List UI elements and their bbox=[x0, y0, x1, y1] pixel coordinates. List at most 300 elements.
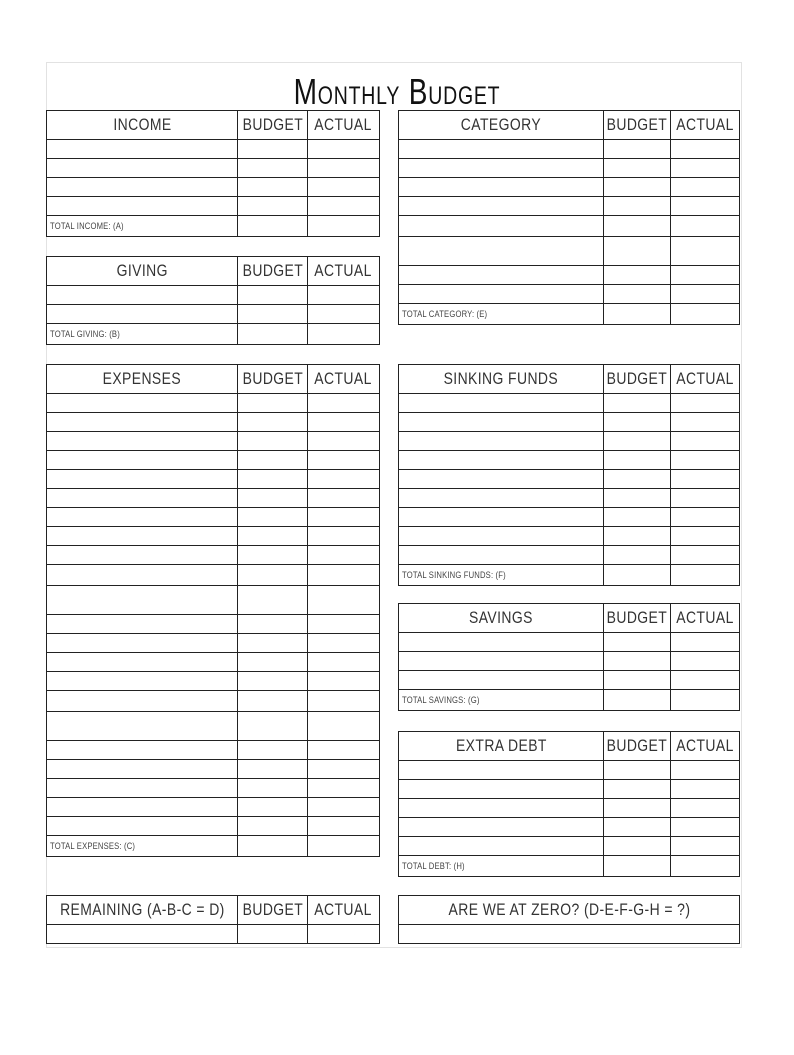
expenses-actual-field[interactable] bbox=[308, 508, 379, 526]
income-budget-heading-text: BUDGET bbox=[242, 115, 303, 134]
table-row bbox=[47, 741, 379, 760]
expenses-item-field[interactable] bbox=[47, 798, 238, 816]
savings-total-label bbox=[399, 690, 604, 710]
table-row bbox=[399, 652, 739, 671]
savings-budget-field[interactable] bbox=[604, 652, 671, 670]
income-heading bbox=[47, 111, 238, 139]
savings-actual-heading-text: ACTUAL bbox=[676, 608, 734, 627]
category-total-actual-field[interactable] bbox=[671, 304, 739, 324]
debt-budget-heading bbox=[604, 732, 671, 760]
expenses-budget-field[interactable] bbox=[238, 653, 308, 671]
expenses-item-field[interactable] bbox=[47, 451, 238, 469]
sinking-item-field[interactable] bbox=[399, 527, 604, 545]
savings-actual-field[interactable] bbox=[671, 633, 739, 651]
sinking-item-field[interactable] bbox=[399, 413, 604, 431]
table-row bbox=[47, 305, 379, 324]
sinking-actual-field[interactable] bbox=[671, 527, 739, 545]
expenses-item-field[interactable] bbox=[47, 615, 238, 633]
expenses-actual-field[interactable] bbox=[308, 615, 379, 633]
savings-total-row bbox=[399, 690, 739, 711]
giving-item-field[interactable] bbox=[47, 305, 238, 323]
sinking-heading-text: SINKING FUNDS bbox=[443, 369, 559, 388]
sinking-funds-table bbox=[398, 364, 740, 586]
income-budget-heading bbox=[238, 111, 308, 139]
table-row bbox=[47, 140, 379, 159]
expenses-budget-field[interactable] bbox=[238, 527, 308, 545]
sinking-budget-field[interactable] bbox=[604, 451, 671, 469]
expenses-budget-heading-text: BUDGET bbox=[242, 369, 303, 388]
debt-item-field[interactable] bbox=[399, 837, 604, 855]
giving-budget-field[interactable] bbox=[238, 286, 308, 304]
page-title: Monthly Budget bbox=[293, 71, 501, 112]
category-actual-field[interactable] bbox=[671, 216, 739, 236]
table-row bbox=[47, 178, 379, 197]
savings-item-field[interactable] bbox=[399, 633, 604, 651]
income-total-actual-field[interactable] bbox=[308, 216, 379, 236]
category-header-row bbox=[399, 111, 739, 140]
giving-actual-heading bbox=[308, 257, 379, 285]
expenses-budget-heading bbox=[238, 365, 308, 393]
expenses-actual-field[interactable] bbox=[308, 489, 379, 507]
income-total-label-text: TOTAL INCOME: (A) bbox=[50, 221, 124, 231]
sinking-actual-field[interactable] bbox=[671, 413, 739, 431]
table-row bbox=[399, 237, 739, 266]
giving-heading bbox=[47, 257, 238, 285]
table-row bbox=[47, 508, 379, 527]
expenses-actual-field[interactable] bbox=[308, 413, 379, 431]
debt-actual-field[interactable] bbox=[671, 837, 739, 855]
sinking-total-label-text: TOTAL SINKING FUNDS: (F) bbox=[402, 570, 506, 580]
table-row bbox=[399, 671, 739, 690]
sinking-budget-field[interactable] bbox=[604, 432, 671, 450]
remaining-budget-heading-text: BUDGET bbox=[242, 900, 303, 919]
giving-budget-heading bbox=[238, 257, 308, 285]
expenses-budget-field[interactable] bbox=[238, 817, 308, 835]
category-budget-field[interactable] bbox=[604, 178, 671, 196]
sinking-actual-field[interactable] bbox=[671, 394, 739, 412]
savings-budget-field[interactable] bbox=[604, 633, 671, 651]
giving-total-label-text: TOTAL GIVING: (B) bbox=[50, 329, 120, 339]
expenses-budget-field[interactable] bbox=[238, 546, 308, 564]
table-row bbox=[47, 197, 379, 216]
expenses-budget-field[interactable] bbox=[238, 779, 308, 797]
debt-budget-field[interactable] bbox=[604, 799, 671, 817]
sinking-heading bbox=[399, 365, 604, 393]
debt-item-field[interactable] bbox=[399, 799, 604, 817]
category-total-budget-field[interactable] bbox=[604, 304, 671, 324]
sinking-actual-field[interactable] bbox=[671, 508, 739, 526]
giving-heading-text: GIVING bbox=[116, 261, 168, 280]
expenses-budget-field[interactable] bbox=[238, 489, 308, 507]
expenses-item-field[interactable] bbox=[47, 779, 238, 797]
expenses-total-row bbox=[47, 836, 379, 857]
savings-budget-heading bbox=[604, 604, 671, 632]
income-actual-field[interactable] bbox=[308, 197, 379, 215]
expenses-actual-field[interactable] bbox=[308, 779, 379, 797]
savings-total-actual-field[interactable] bbox=[671, 690, 739, 710]
category-budget-heading bbox=[604, 111, 671, 139]
expenses-actual-heading bbox=[308, 365, 379, 393]
table-row bbox=[47, 470, 379, 489]
table-row bbox=[47, 653, 379, 672]
category-actual-field[interactable] bbox=[671, 266, 739, 284]
expenses-budget-field[interactable] bbox=[238, 508, 308, 526]
debt-item-field[interactable] bbox=[399, 818, 604, 836]
sinking-budget-field[interactable] bbox=[604, 527, 671, 545]
expenses-total-budget-field[interactable] bbox=[238, 836, 308, 856]
sinking-total-row bbox=[399, 565, 739, 586]
table-row bbox=[47, 634, 379, 653]
income-item-field[interactable] bbox=[47, 159, 238, 177]
debt-budget-field[interactable] bbox=[604, 761, 671, 779]
sinking-total-budget-field[interactable] bbox=[604, 565, 671, 585]
income-budget-field[interactable] bbox=[238, 140, 308, 158]
category-actual-field[interactable] bbox=[671, 159, 739, 177]
debt-header-row bbox=[399, 732, 739, 761]
expenses-actual-field[interactable] bbox=[308, 653, 379, 671]
savings-total-label-text: TOTAL SAVINGS: (G) bbox=[402, 695, 480, 705]
category-heading-text: CATEGORY bbox=[460, 115, 542, 134]
income-total-label bbox=[47, 216, 238, 236]
giving-item-field[interactable] bbox=[47, 286, 238, 304]
income-actual-field[interactable] bbox=[308, 178, 379, 196]
expenses-actual-field[interactable] bbox=[308, 712, 379, 740]
table-row bbox=[47, 817, 379, 836]
table-row bbox=[47, 712, 379, 741]
table-row bbox=[47, 394, 379, 413]
debt-budget-field[interactable] bbox=[604, 780, 671, 798]
expenses-item-field[interactable] bbox=[47, 565, 238, 585]
income-budget-field[interactable] bbox=[238, 159, 308, 177]
income-actual-field[interactable] bbox=[308, 159, 379, 177]
sinking-budget-field[interactable] bbox=[604, 394, 671, 412]
sinking-item-field[interactable] bbox=[399, 508, 604, 526]
income-item-field[interactable] bbox=[47, 178, 238, 196]
giving-total-budget-field[interactable] bbox=[238, 324, 308, 344]
savings-item-field[interactable] bbox=[399, 671, 604, 689]
remaining-budget-field[interactable] bbox=[238, 925, 308, 943]
expenses-total-actual-field[interactable] bbox=[308, 836, 379, 856]
category-actual-heading bbox=[671, 111, 739, 139]
zero-entry-field[interactable] bbox=[399, 925, 739, 943]
expenses-budget-field[interactable] bbox=[238, 741, 308, 759]
sinking-item-field[interactable] bbox=[399, 546, 604, 564]
remaining-actual-heading bbox=[308, 896, 379, 924]
expenses-item-field[interactable] bbox=[47, 817, 238, 835]
expenses-budget-field[interactable] bbox=[238, 565, 308, 585]
savings-item-field[interactable] bbox=[399, 652, 604, 670]
zero-heading bbox=[399, 896, 739, 924]
table-row bbox=[399, 216, 739, 237]
expenses-budget-field[interactable] bbox=[238, 451, 308, 469]
expenses-item-field[interactable] bbox=[47, 741, 238, 759]
expenses-budget-field[interactable] bbox=[238, 413, 308, 431]
table-row bbox=[47, 672, 379, 691]
category-budget-field[interactable] bbox=[604, 266, 671, 284]
giving-actual-field[interactable] bbox=[308, 286, 379, 304]
expenses-item-field[interactable] bbox=[47, 413, 238, 431]
expenses-actual-field[interactable] bbox=[308, 798, 379, 816]
category-total-label-text: TOTAL CATEGORY: (E) bbox=[402, 309, 488, 319]
category-item-field[interactable] bbox=[399, 266, 604, 284]
expenses-item-field[interactable] bbox=[47, 432, 238, 450]
category-actual-field[interactable] bbox=[671, 197, 739, 215]
table-row bbox=[47, 565, 379, 586]
debt-total-budget-field[interactable] bbox=[604, 856, 671, 876]
expenses-item-field[interactable] bbox=[47, 489, 238, 507]
expenses-budget-field[interactable] bbox=[238, 691, 308, 711]
table-row bbox=[47, 615, 379, 634]
remaining-actual-heading-text: ACTUAL bbox=[314, 900, 373, 919]
table-row bbox=[399, 159, 739, 178]
table-row bbox=[47, 413, 379, 432]
debt-heading-text: EXTRA DEBT bbox=[455, 736, 547, 755]
expenses-budget-field[interactable] bbox=[238, 394, 308, 412]
remaining-heading bbox=[47, 896, 238, 924]
expenses-actual-field[interactable] bbox=[308, 691, 379, 711]
table-row bbox=[47, 586, 379, 615]
savings-actual-field[interactable] bbox=[671, 671, 739, 689]
expenses-actual-field[interactable] bbox=[308, 451, 379, 469]
table-row bbox=[47, 159, 379, 178]
category-actual-field[interactable] bbox=[671, 178, 739, 196]
expenses-actual-field[interactable] bbox=[308, 546, 379, 564]
table-row bbox=[399, 508, 739, 527]
income-budget-field[interactable] bbox=[238, 178, 308, 196]
sinking-item-field[interactable] bbox=[399, 451, 604, 469]
income-actual-heading bbox=[308, 111, 379, 139]
expenses-budget-field[interactable] bbox=[238, 760, 308, 778]
category-budget-field[interactable] bbox=[604, 285, 671, 303]
expenses-total-label bbox=[47, 836, 238, 856]
expenses-budget-field[interactable] bbox=[238, 586, 308, 614]
sinking-item-field[interactable] bbox=[399, 489, 604, 507]
expenses-item-field[interactable] bbox=[47, 527, 238, 545]
table-row bbox=[399, 527, 739, 546]
savings-actual-field[interactable] bbox=[671, 652, 739, 670]
remaining-budget-heading bbox=[238, 896, 308, 924]
category-heading bbox=[399, 111, 604, 139]
expenses-heading-text: EXPENSES bbox=[102, 369, 182, 388]
expenses-actual-field[interactable] bbox=[308, 586, 379, 614]
sinking-actual-field[interactable] bbox=[671, 451, 739, 469]
sinking-actual-field[interactable] bbox=[671, 546, 739, 564]
sinking-item-field[interactable] bbox=[399, 470, 604, 488]
debt-item-field[interactable] bbox=[399, 761, 604, 779]
category-budget-field[interactable] bbox=[604, 216, 671, 236]
savings-budget-field[interactable] bbox=[604, 671, 671, 689]
expenses-budget-field[interactable] bbox=[238, 634, 308, 652]
remaining-header-row bbox=[47, 896, 379, 925]
category-item-field[interactable] bbox=[399, 178, 604, 196]
expenses-item-field[interactable] bbox=[47, 508, 238, 526]
category-total-row bbox=[399, 304, 739, 325]
expenses-budget-field[interactable] bbox=[238, 798, 308, 816]
debt-total-label-text: TOTAL DEBT: (H) bbox=[402, 861, 465, 871]
debt-heading bbox=[399, 732, 604, 760]
expenses-actual-heading-text: ACTUAL bbox=[314, 369, 373, 388]
expenses-actual-field[interactable] bbox=[308, 634, 379, 652]
giving-budget-heading-text: BUDGET bbox=[242, 261, 303, 280]
debt-actual-field[interactable] bbox=[671, 818, 739, 836]
sinking-budget-heading-text: BUDGET bbox=[606, 369, 668, 388]
category-actual-field[interactable] bbox=[671, 237, 739, 265]
table-row bbox=[399, 489, 739, 508]
income-budget-field[interactable] bbox=[238, 197, 308, 215]
table-row bbox=[47, 451, 379, 470]
category-budget-heading-text: BUDGET bbox=[606, 115, 668, 134]
sinking-budget-field[interactable] bbox=[604, 489, 671, 507]
table-row bbox=[47, 546, 379, 565]
expenses-actual-field[interactable] bbox=[308, 817, 379, 835]
table-row bbox=[399, 470, 739, 489]
expenses-actual-field[interactable] bbox=[308, 432, 379, 450]
expenses-item-field[interactable] bbox=[47, 712, 238, 740]
zero-check-table bbox=[398, 895, 740, 944]
expenses-actual-field[interactable] bbox=[308, 760, 379, 778]
category-budget-field[interactable] bbox=[604, 159, 671, 177]
category-item-field[interactable] bbox=[399, 197, 604, 215]
category-actual-field[interactable] bbox=[671, 285, 739, 303]
table-row bbox=[47, 798, 379, 817]
table-row bbox=[399, 394, 739, 413]
table-row bbox=[399, 818, 739, 837]
category-item-field[interactable] bbox=[399, 237, 604, 265]
debt-total-actual-field[interactable] bbox=[671, 856, 739, 876]
sinking-actual-field[interactable] bbox=[671, 470, 739, 488]
category-item-field[interactable] bbox=[399, 216, 604, 236]
expenses-actual-field[interactable] bbox=[308, 394, 379, 412]
category-budget-field[interactable] bbox=[604, 197, 671, 215]
sinking-budget-field[interactable] bbox=[604, 470, 671, 488]
savings-heading-text: SAVINGS bbox=[469, 608, 533, 627]
expenses-item-field[interactable] bbox=[47, 634, 238, 652]
expenses-actual-field[interactable] bbox=[308, 470, 379, 488]
table-row bbox=[399, 266, 739, 285]
debt-actual-field[interactable] bbox=[671, 761, 739, 779]
income-total-budget-field[interactable] bbox=[238, 216, 308, 236]
expenses-item-field[interactable] bbox=[47, 470, 238, 488]
giving-header-row bbox=[47, 257, 379, 286]
table-row bbox=[399, 140, 739, 159]
table-row bbox=[47, 432, 379, 451]
income-item-field[interactable] bbox=[47, 197, 238, 215]
extra-debt-table bbox=[398, 731, 740, 877]
debt-budget-field[interactable] bbox=[604, 837, 671, 855]
remaining-actual-field[interactable] bbox=[308, 925, 379, 943]
remaining-heading-text: REMAINING (A-B-C = D) bbox=[59, 900, 225, 919]
debt-actual-field[interactable] bbox=[671, 799, 739, 817]
savings-header-row bbox=[399, 604, 739, 633]
table-row bbox=[399, 413, 739, 432]
table-row bbox=[399, 432, 739, 451]
debt-total-row bbox=[399, 856, 739, 877]
debt-item-field[interactable] bbox=[399, 780, 604, 798]
remaining-item-field[interactable] bbox=[47, 925, 238, 943]
zero-header-row bbox=[399, 896, 739, 925]
table-row bbox=[399, 285, 739, 304]
category-actual-field[interactable] bbox=[671, 140, 739, 158]
table-row bbox=[47, 760, 379, 779]
sinking-header-row bbox=[399, 365, 739, 394]
table-row bbox=[47, 489, 379, 508]
debt-budget-heading-text: BUDGET bbox=[606, 736, 668, 755]
sinking-actual-heading-text: ACTUAL bbox=[676, 369, 734, 388]
category-item-field[interactable] bbox=[399, 140, 604, 158]
savings-actual-heading bbox=[671, 604, 739, 632]
sinking-item-field[interactable] bbox=[399, 394, 604, 412]
giving-total-label bbox=[47, 324, 238, 344]
income-actual-field[interactable] bbox=[308, 140, 379, 158]
category-total-label bbox=[399, 304, 604, 324]
expenses-item-field[interactable] bbox=[47, 691, 238, 711]
sinking-item-field[interactable] bbox=[399, 432, 604, 450]
table-row bbox=[399, 837, 739, 856]
remaining-table bbox=[46, 895, 380, 944]
debt-total-label bbox=[399, 856, 604, 876]
table-row bbox=[399, 178, 739, 197]
debt-actual-heading-text: ACTUAL bbox=[676, 736, 734, 755]
expenses-budget-field[interactable] bbox=[238, 712, 308, 740]
expenses-item-field[interactable] bbox=[47, 394, 238, 412]
giving-actual-field[interactable] bbox=[308, 305, 379, 323]
savings-heading bbox=[399, 604, 604, 632]
expenses-budget-field[interactable] bbox=[238, 470, 308, 488]
table-row bbox=[399, 197, 739, 216]
expenses-item-field[interactable] bbox=[47, 760, 238, 778]
sinking-actual-field[interactable] bbox=[671, 432, 739, 450]
savings-budget-heading-text: BUDGET bbox=[606, 608, 668, 627]
expenses-actual-field[interactable] bbox=[308, 672, 379, 690]
sinking-actual-field[interactable] bbox=[671, 489, 739, 507]
table-row bbox=[47, 925, 379, 944]
savings-table bbox=[398, 603, 740, 711]
expenses-actual-field[interactable] bbox=[308, 741, 379, 759]
sinking-budget-field[interactable] bbox=[604, 508, 671, 526]
category-budget-field[interactable] bbox=[604, 237, 671, 265]
debt-actual-field[interactable] bbox=[671, 780, 739, 798]
savings-total-budget-field[interactable] bbox=[604, 690, 671, 710]
income-table bbox=[46, 110, 380, 237]
category-budget-field[interactable] bbox=[604, 140, 671, 158]
expenses-item-field[interactable] bbox=[47, 546, 238, 564]
table-row bbox=[47, 527, 379, 546]
table-row bbox=[399, 761, 739, 780]
expenses-actual-field[interactable] bbox=[308, 565, 379, 585]
expenses-item-field[interactable] bbox=[47, 653, 238, 671]
giving-budget-field[interactable] bbox=[238, 305, 308, 323]
expenses-item-field[interactable] bbox=[47, 672, 238, 690]
giving-total-actual-field[interactable] bbox=[308, 324, 379, 344]
expenses-item-field[interactable] bbox=[47, 586, 238, 614]
sinking-budget-field[interactable] bbox=[604, 546, 671, 564]
income-actual-heading-text: ACTUAL bbox=[314, 115, 373, 134]
sinking-total-actual-field[interactable] bbox=[671, 565, 739, 585]
sinking-budget-field[interactable] bbox=[604, 413, 671, 431]
category-item-field[interactable] bbox=[399, 285, 604, 303]
category-item-field[interactable] bbox=[399, 159, 604, 177]
debt-budget-field[interactable] bbox=[604, 818, 671, 836]
expenses-budget-field[interactable] bbox=[238, 432, 308, 450]
category-table bbox=[398, 110, 740, 325]
income-item-field[interactable] bbox=[47, 140, 238, 158]
expenses-budget-field[interactable] bbox=[238, 672, 308, 690]
sinking-total-label bbox=[399, 565, 604, 585]
giving-total-row bbox=[47, 324, 379, 345]
expenses-budget-field[interactable] bbox=[238, 615, 308, 633]
expenses-actual-field[interactable] bbox=[308, 527, 379, 545]
table-row bbox=[47, 779, 379, 798]
